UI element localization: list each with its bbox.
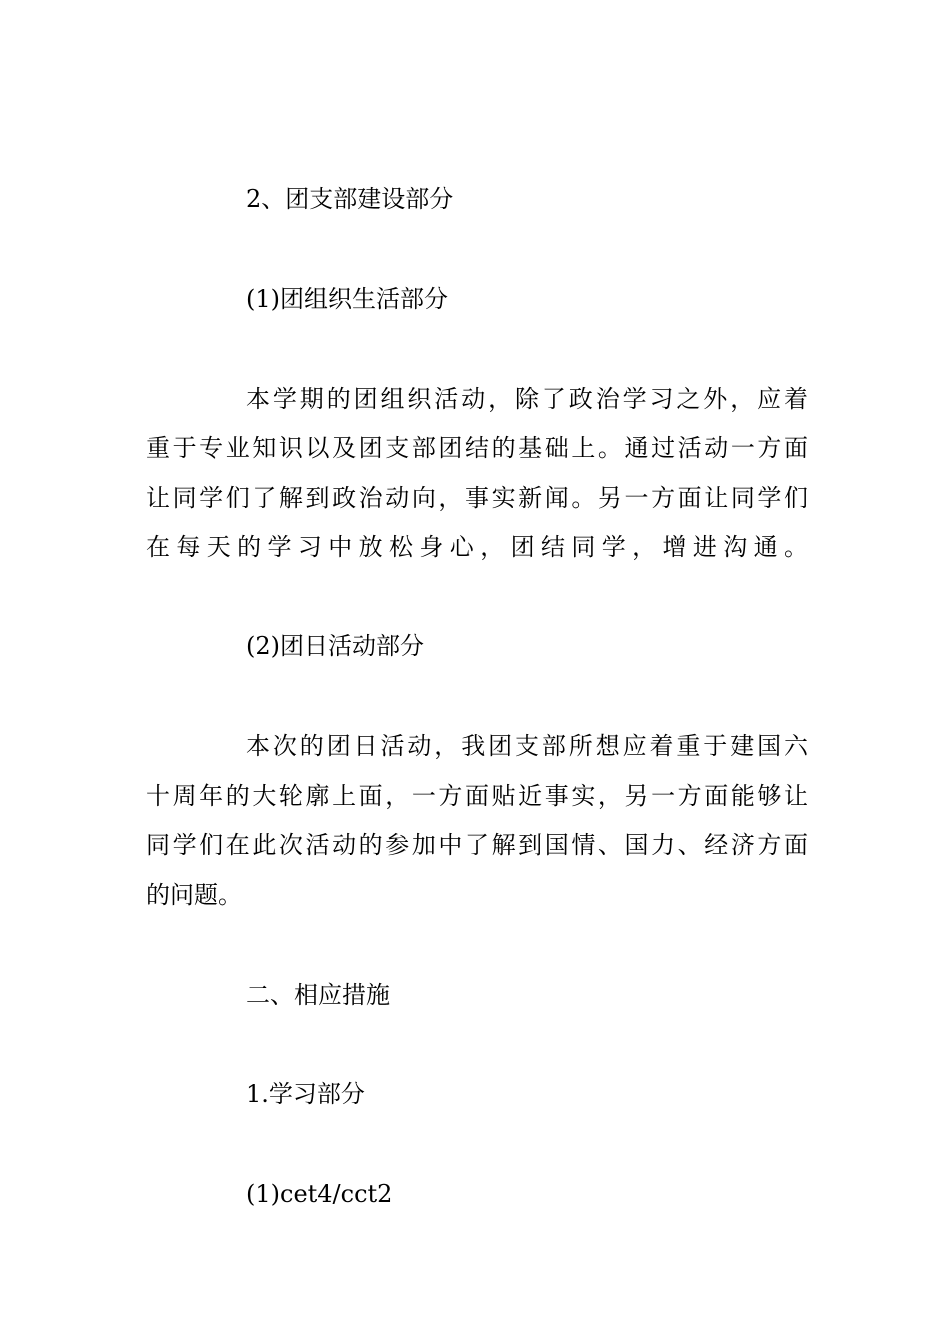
paragraph-line: 让同学们了解到政治动向，事实新闻。另一方面让同学们 xyxy=(146,484,808,512)
paragraph-line: 本次的团日活动，我团支部所想应着重于建国六 xyxy=(246,732,808,760)
subsection-heading: 1.学习部分 xyxy=(246,1080,365,1108)
paragraph-line: 同学们在此次活动的参加中了解到国情、国力、经济方面 xyxy=(146,831,808,859)
subsection-heading: (2)团日活动部分 xyxy=(246,632,424,660)
paragraph-line: 十周年的大轮廓上面，一方面贴近事实，另一方面能够让 xyxy=(146,782,808,810)
section-heading: 二、相应措施 xyxy=(246,981,390,1009)
section-heading: 2、团支部建设部分 xyxy=(246,185,454,213)
paragraph-line: 重于专业知识以及团支部团结的基础上。通过活动一方面 xyxy=(146,434,808,462)
paragraph-line: 的问题。 xyxy=(146,881,242,909)
paragraph-line: 在每天的学习中放松身心，团结同学，增进沟通。 xyxy=(146,533,808,561)
subsection-heading: (1)cet4/cct2 xyxy=(246,1180,393,1208)
subsection-heading: (1)团组织生活部分 xyxy=(246,285,448,313)
paragraph-line: 本学期的团组织活动，除了政治学习之外，应着 xyxy=(246,385,808,413)
